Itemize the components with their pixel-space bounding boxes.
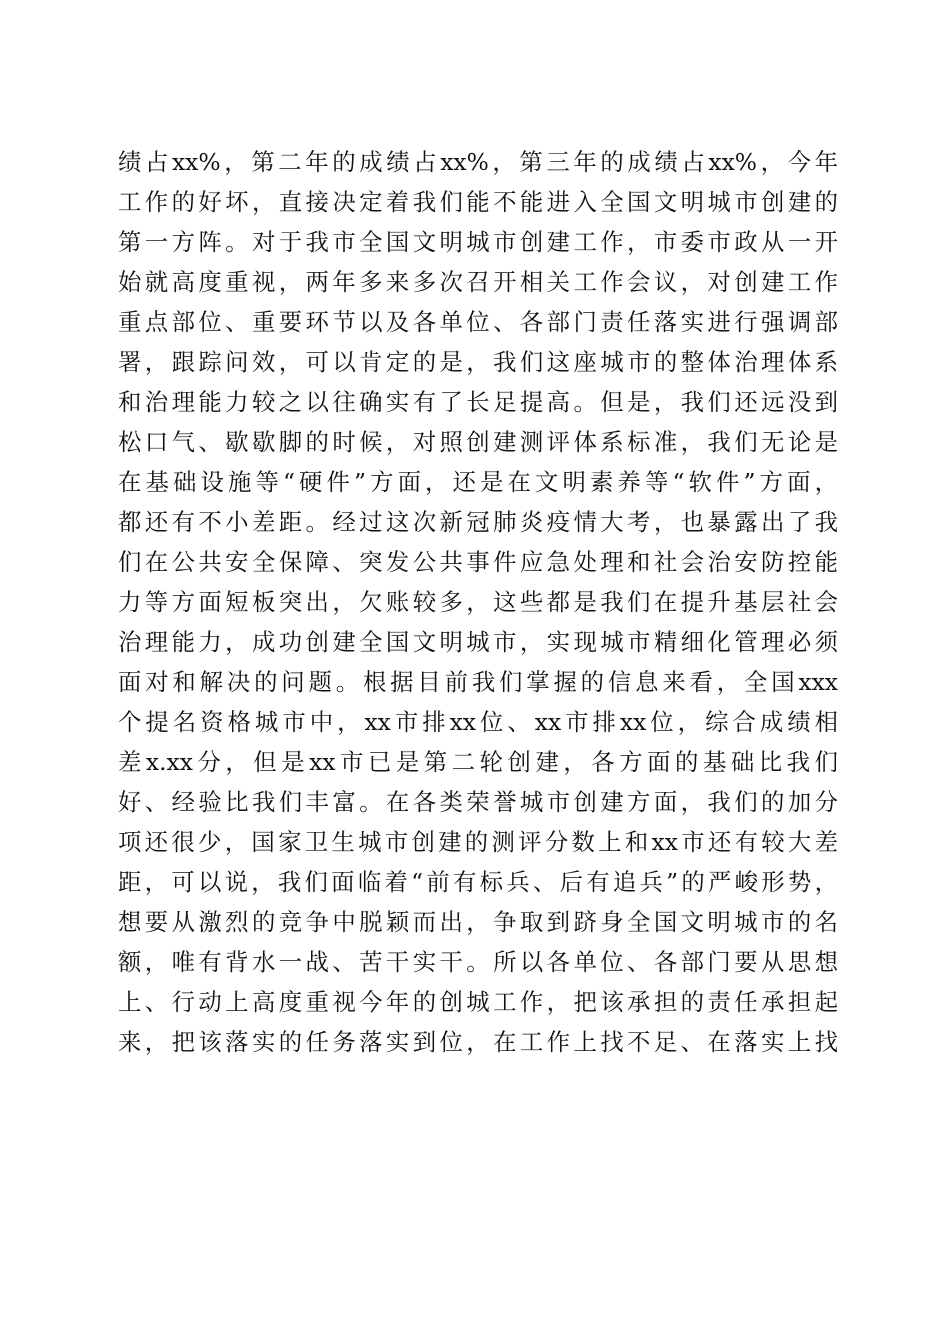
text-line: 治理能力，成功创建全国文明城市，实现城市精细化管理必须	[118, 628, 838, 656]
text-line: 想要从激烈的竞争中脱颖而出，争取到跻身全国文明城市的名	[118, 908, 838, 936]
text-line: 绩占xx%，第二年的成绩占xx%，第三年的成绩占xx%，今年	[118, 148, 838, 176]
text-line: 松口气、歇歇脚的时候，对照创建测评体系标准，我们无论是	[118, 428, 838, 456]
text-line: 差x.xx分，但是xx市已是第二轮创建，各方面的基础比我们	[118, 748, 838, 776]
text-line: 额，唯有背水一战、苦干实干。所以各单位、各部门要从思想	[118, 948, 838, 976]
text-line: 和治理能力较之以往确实有了长足提高。但是，我们还远没到	[118, 388, 838, 416]
text-line: 好、经验比我们丰富。在各类荣誉城市创建方面，我们的加分	[118, 788, 838, 816]
text-line: 距，可以说，我们面临着“前有标兵、后有追兵”的严峻形势，	[118, 868, 838, 896]
text-line: 署，跟踪问效，可以肯定的是，我们这座城市的整体治理体系	[118, 348, 838, 376]
text-line: 来，把该落实的任务落实到位，在工作上找不足、在落实上找	[118, 1028, 838, 1056]
text-line: 个提名资格城市中，xx市排xx位、xx市排xx位，综合成绩相	[118, 708, 838, 736]
text-line: 都还有不小差距。经过这次新冠肺炎疫情大考，也暴露出了我	[118, 508, 838, 536]
text-line: 第一方阵。对于我市全国文明城市创建工作，市委市政从一开	[118, 228, 838, 256]
text-line: 在基础设施等“硬件”方面，还是在文明素养等“软件”方面，	[118, 468, 838, 496]
text-line: 重点部位、重要环节以及各单位、各部门责任落实进行强调部	[118, 308, 838, 336]
text-line: 们在公共安全保障、突发公共事件应急处理和社会治安防控能	[118, 548, 838, 576]
text-line: 面对和解决的问题。根据目前我们掌握的信息来看，全国xxx	[118, 668, 838, 696]
text-line: 力等方面短板突出，欠账较多，这些都是我们在提升基层社会	[118, 588, 838, 616]
body-paragraph	[118, 142, 838, 1062]
text-line: 上、行动上高度重视今年的创城工作，把该承担的责任承担起	[118, 988, 838, 1016]
text-line: 工作的好坏，直接决定着我们能不能进入全国文明城市创建的	[118, 188, 838, 216]
text-line: 项还很少，国家卫生城市创建的测评分数上和xx市还有较大差	[118, 828, 838, 856]
text-line: 始就高度重视，两年多来多次召开相关工作会议，对创建工作	[118, 268, 838, 296]
